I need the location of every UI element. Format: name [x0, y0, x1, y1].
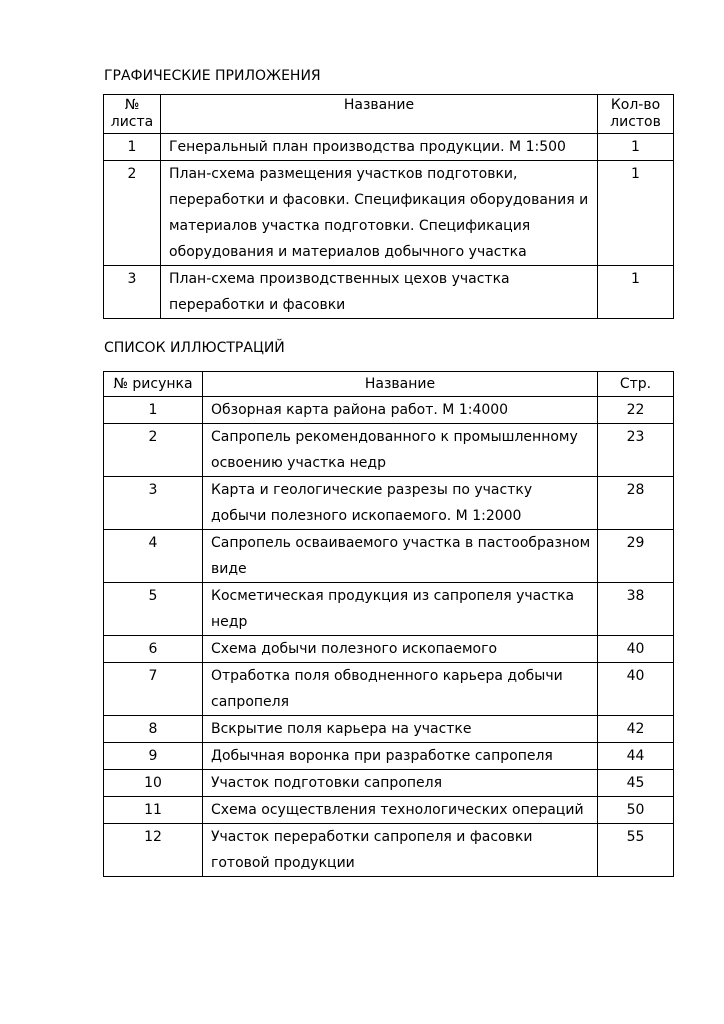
illustrations-row-name: Сапропель рекомендованного к промышленному освоению участка недр: [203, 424, 598, 477]
illustrations-row-page: 28: [598, 477, 674, 530]
illustrations-row-number: 8: [104, 716, 203, 743]
graphics-row-number: 1: [104, 134, 161, 161]
illustrations-row-name: Вскрытие поля карьера на участке: [203, 716, 598, 743]
illustrations-row-name: Карта и геологические разрезы по участку добычи полезного ископаемого. М 1:2000: [203, 477, 598, 530]
graphics-row-number: 2: [104, 161, 161, 266]
illustrations-row-number: 10: [104, 770, 203, 797]
illustrations-row-page: 45: [598, 770, 674, 797]
illustrations-section-title: СПИСОК ИЛЛЮСТРАЦИЙ: [104, 340, 285, 356]
illustrations-row-number: 1: [104, 397, 203, 424]
illustrations-row-number: 5: [104, 583, 203, 636]
illustrations-row: [104, 397, 674, 424]
illustrations-row-name: Добычная воронка при разработке сапропеля: [203, 743, 598, 770]
illustrations-row: [104, 716, 674, 743]
illustrations-row-number: 12: [104, 824, 203, 877]
graphics-row-count: 1: [598, 134, 674, 161]
illustrations-row-number: 9: [104, 743, 203, 770]
illustrations-row-page: 40: [598, 636, 674, 663]
graphics-row: [104, 161, 674, 266]
illustrations-row: [104, 770, 674, 797]
illustrations-header-number: № рисунка: [104, 372, 203, 397]
graphics-row-name: Генеральный план производства продукции. М 1:500: [161, 134, 598, 161]
graphics-header-name: Название: [161, 95, 598, 134]
illustrations-header-row: [104, 372, 674, 397]
illustrations-row-page: 23: [598, 424, 674, 477]
graphics-row-count: 1: [598, 266, 674, 319]
illustrations-row-name: Сапропель осваиваемого участка в пастообразном виде: [203, 530, 598, 583]
illustrations-row-number: 6: [104, 636, 203, 663]
illustrations-header-name: Название: [203, 372, 598, 397]
graphics-row: [104, 134, 674, 161]
illustrations-row: [104, 530, 674, 583]
graphics-row-name: План-схема размещения участков подготовки, переработки и фасовки. Спецификация оборудования и материалов участка подготовки. Спецификация оборудования и материалов добычного участка: [161, 161, 598, 266]
illustrations-row: [104, 797, 674, 824]
illustrations-row-number: 3: [104, 477, 203, 530]
illustrations-row-name: Схема осуществления технологических операций: [203, 797, 598, 824]
illustrations-row: [104, 663, 674, 716]
graphics-row-count: 1: [598, 161, 674, 266]
illustrations-row-page: 38: [598, 583, 674, 636]
graphics-row-number: 3: [104, 266, 161, 319]
illustrations-row-page: 44: [598, 743, 674, 770]
illustrations-row-name: Косметическая продукция из сапропеля участка недр: [203, 583, 598, 636]
illustrations-row-page: 22: [598, 397, 674, 424]
illustrations-row-name: Схема добычи полезного ископаемого: [203, 636, 598, 663]
graphics-header-count: Кол-во листов: [598, 95, 674, 134]
illustrations-row: [104, 636, 674, 663]
illustrations-row: [104, 424, 674, 477]
graphics-row-name: План-схема производственных цехов участка переработки и фасовки: [161, 266, 598, 319]
illustrations-row-page: 55: [598, 824, 674, 877]
illustrations-row-number: 7: [104, 663, 203, 716]
graphics-header-row: [104, 95, 674, 134]
illustrations-table: [103, 371, 674, 877]
illustrations-row-page: 42: [598, 716, 674, 743]
illustrations-row-name: Участок переработки сапропеля и фасовки готовой продукции: [203, 824, 598, 877]
illustrations-header-page: Стр.: [598, 372, 674, 397]
illustrations-row-number: 2: [104, 424, 203, 477]
illustrations-row: [104, 583, 674, 636]
illustrations-row-number: 11: [104, 797, 203, 824]
illustrations-row-page: 50: [598, 797, 674, 824]
illustrations-row: [104, 743, 674, 770]
graphics-row: [104, 266, 674, 319]
illustrations-row-name: Участок подготовки сапропеля: [203, 770, 598, 797]
illustrations-row-number: 4: [104, 530, 203, 583]
illustrations-row-page: 40: [598, 663, 674, 716]
illustrations-row: [104, 477, 674, 530]
graphics-header-number: № листа: [104, 95, 161, 134]
illustrations-row-name: Обзорная карта района работ. М 1:4000: [203, 397, 598, 424]
graphics-section-title: ГРАФИЧЕСКИЕ ПРИЛОЖЕНИЯ: [104, 68, 321, 84]
illustrations-row: [104, 824, 674, 877]
graphics-table: [103, 94, 674, 319]
illustrations-row-name: Отработка поля обводненного карьера добычи сапропеля: [203, 663, 598, 716]
illustrations-row-page: 29: [598, 530, 674, 583]
